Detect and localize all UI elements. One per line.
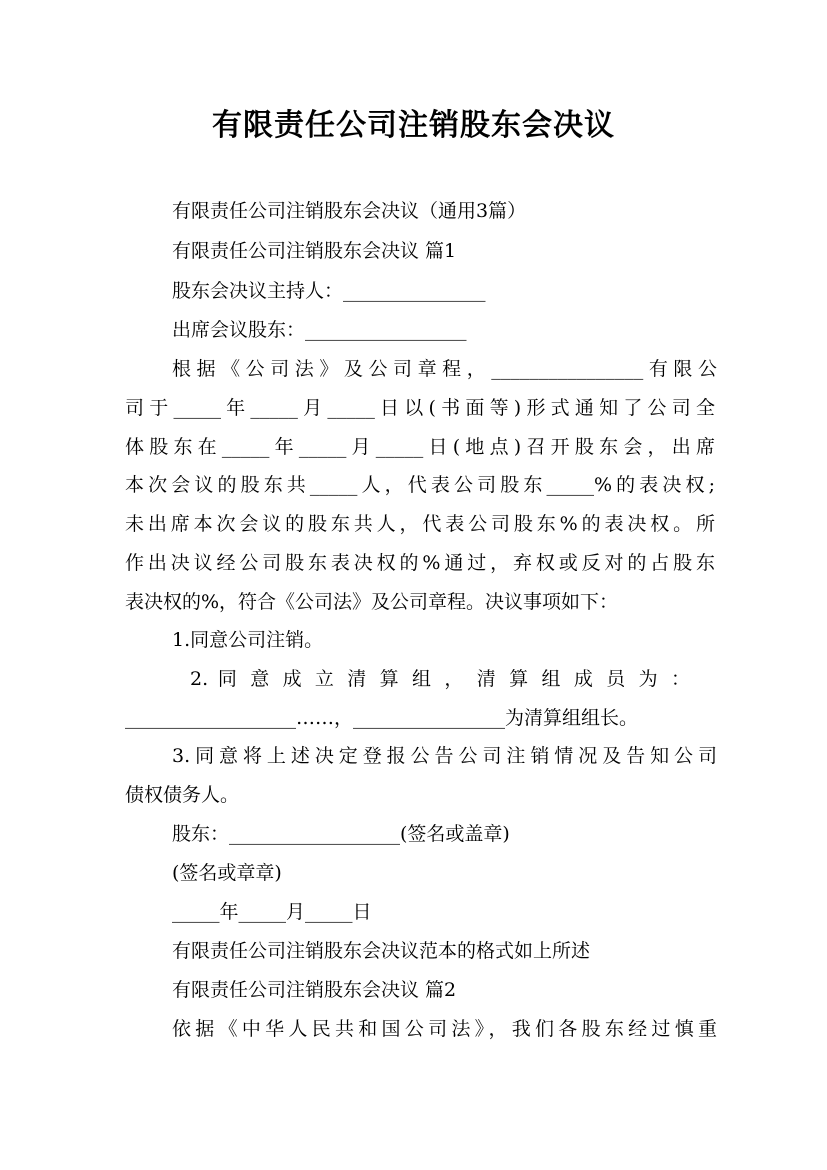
date-line: _____年_____月_____日 bbox=[172, 901, 372, 923]
body-paragraph-line: 作出决议经公司股东表决权的%通过，弃权或反对的占股东 bbox=[125, 552, 715, 574]
signature-note: (签名或章章) bbox=[172, 862, 282, 884]
document-title: 有限责任公司注销股东会决议 bbox=[212, 108, 615, 143]
resolution-item-2-continued: __________________……，________________为清算组组长。 bbox=[125, 707, 639, 729]
section-2-body-line: 依据《中华人民共和国公司法》，我们各股东经过慎重 bbox=[172, 1018, 717, 1040]
resolution-item-3: 3.同意将上述决定登报公告公司注销情况及告知公司 bbox=[172, 745, 717, 767]
subtitle-line: 有限责任公司注销股东会决议（通用3篇） bbox=[172, 200, 527, 222]
attendees-line: 出席会议股东：_________________ bbox=[172, 319, 467, 341]
body-paragraph-line: 根据《公司法》及公司章程，________________有限公 bbox=[172, 358, 717, 380]
shareholder-signature-line: 股东：__________________(签名或盖章) bbox=[172, 823, 510, 845]
template-note: 有限责任公司注销股东会决议范本的格式如上所述 bbox=[172, 940, 591, 962]
resolution-item-2: 2. 同 意 成 立 清 算 组 ， 清 算 组 成 员 为 ： bbox=[190, 668, 690, 690]
host-line: 股东会决议主持人：_______________ bbox=[172, 280, 486, 302]
body-paragraph-line: 体股东在_____年_____月_____日(地点)召开股东会，出席 bbox=[125, 436, 715, 458]
body-paragraph-line: 司于_____年_____月_____日以(书面等)形式通知了公司全 bbox=[125, 397, 715, 419]
resolution-item-3-continued: 债权债务人。 bbox=[125, 784, 240, 806]
resolution-item-1: 1.同意公司注销。 bbox=[172, 629, 324, 651]
section-heading-1: 有限责任公司注销股东会决议 篇1 bbox=[172, 240, 457, 262]
body-paragraph-line: 表决权的%，符合《公司法》及公司章程。决议事项如下： bbox=[125, 591, 619, 613]
section-heading-2: 有限责任公司注销股东会决议 篇2 bbox=[172, 979, 457, 1001]
body-paragraph-line: 本次会议的股东共_____人，代表公司股东_____%的表决权; bbox=[125, 474, 715, 496]
body-paragraph-line: 未出席本次会议的股东共人，代表公司股东%的表决权。所 bbox=[125, 513, 715, 535]
